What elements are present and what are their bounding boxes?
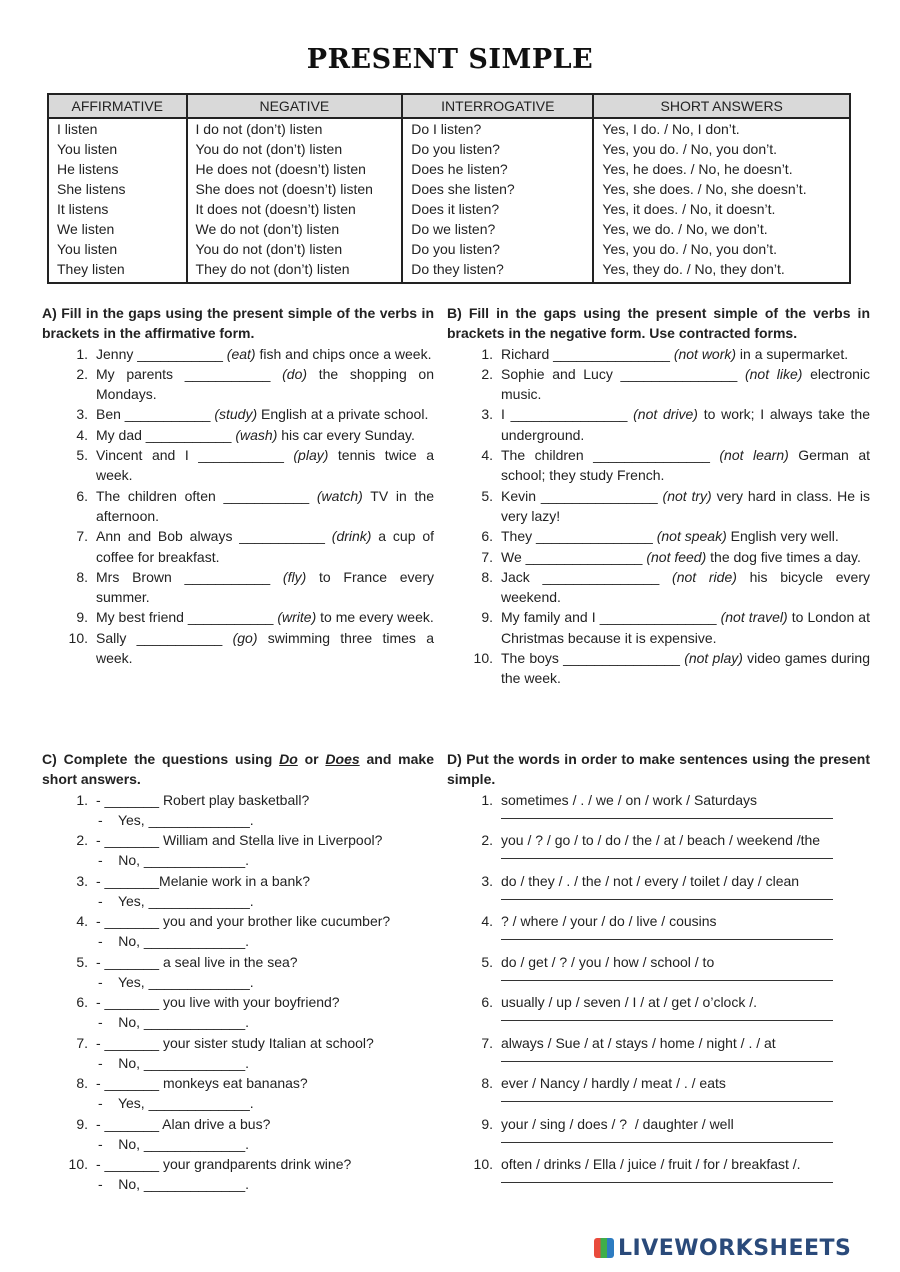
- item-text: tennis twice a week.: [96, 447, 434, 484]
- table-cell: You do not (don’t) listen: [187, 139, 403, 159]
- scrambled-words: always / Sue / at / stays / home / night / . / at: [501, 1034, 776, 1051]
- item-text: The children _______________: [501, 447, 720, 464]
- item-verb: (not play): [684, 650, 743, 667]
- item-text: the shopping on Mondays.: [96, 365, 434, 403]
- table-cell: Yes, he does. / No, he doesn’t.: [593, 159, 850, 179]
- item-text: English at a private school.: [257, 406, 429, 423]
- section-b: [447, 303, 870, 689]
- question-text: - _______ your grandparents drink wine?: [96, 1156, 352, 1173]
- item-verb: (watch): [316, 487, 363, 504]
- table-cell: Yes, you do. / No, you don’t.: [593, 139, 850, 159]
- exercise-item: [42, 486, 434, 527]
- section-c: [42, 749, 434, 1195]
- item-text: Ann and Bob always ___________: [96, 528, 332, 545]
- item-number: 7.: [481, 1034, 493, 1051]
- word-order-item: [447, 992, 870, 1033]
- question-item: [42, 871, 434, 912]
- item-number: 2.: [481, 832, 493, 849]
- section-d-heading: D) Put the words in order to make sentences using the present simple.: [447, 751, 870, 788]
- scrambled-words: do / they / . / the / not / every / toilet / day / clean: [501, 872, 800, 889]
- item-text: a cup of coffee for breakfast.: [96, 528, 435, 565]
- answer-line[interactable]: [501, 1101, 833, 1102]
- item-number: 9.: [76, 1115, 88, 1132]
- exercise-item: [42, 425, 434, 445]
- table-row: [48, 179, 850, 199]
- question-text: - _______ a seal live in the sea?: [96, 953, 298, 970]
- answer-line[interactable]: [501, 899, 833, 900]
- table-row: [48, 219, 850, 239]
- short-answer: - No, _____________.: [98, 1054, 250, 1071]
- item-verb: (not drive): [633, 406, 698, 423]
- short-answer: - Yes, _____________.: [98, 892, 254, 909]
- item-number: 10.: [68, 1156, 88, 1173]
- item-verb: (write): [277, 609, 317, 626]
- exercise-item: [447, 344, 870, 364]
- item-text: Kevin _______________: [501, 487, 663, 504]
- exercise-item: [447, 486, 870, 527]
- scrambled-words: often / drinks / Ella / juice / fruit / for / breakfast /.: [501, 1156, 801, 1173]
- item-number: 3.: [481, 872, 493, 889]
- table-cell: Does she listen?: [402, 179, 593, 199]
- item-text: video games during the week.: [501, 650, 870, 687]
- page-title: PRESENT SIMPLE: [306, 44, 594, 75]
- table-cell: Yes, they do. / No, they don’t.: [593, 259, 850, 283]
- item-verb: (drink): [331, 528, 372, 545]
- exercise-item: [42, 445, 434, 486]
- word-order-item: [447, 1033, 870, 1074]
- question-text: - _______ Robert play basketball?: [96, 791, 310, 808]
- item-number: 3.: [481, 406, 493, 423]
- item-verb: (not feed): [646, 548, 707, 565]
- item-verb: (eat): [226, 345, 256, 362]
- item-text: My parents ___________: [96, 365, 283, 382]
- question-text: - _______ you live with your boyfriend?: [96, 994, 340, 1011]
- question-text: - _______ Alan drive a bus?: [96, 1115, 271, 1132]
- table-header: INTERROGATIVE: [402, 94, 593, 118]
- item-text: very hard in class. He is very lazy!: [501, 487, 871, 524]
- item-text: Sally ___________: [96, 629, 233, 646]
- item-number: 4.: [481, 913, 493, 930]
- scrambled-words: you / ? / go / to / do / the / at / beach / weekend /the: [501, 832, 821, 849]
- item-number: 7.: [76, 528, 88, 545]
- table-row: [48, 159, 850, 179]
- item-text: Vincent and I ___________: [96, 447, 294, 464]
- table-cell: She listens: [48, 179, 187, 199]
- item-verb: (not work): [673, 345, 737, 362]
- table-row: [48, 139, 850, 159]
- item-number: 1.: [481, 345, 493, 362]
- question-item: [42, 1033, 434, 1074]
- scrambled-words: usually / up / seven / I / at / get / o’clock /.: [501, 994, 758, 1011]
- word-order-item: [447, 911, 870, 952]
- answer-line[interactable]: [501, 1142, 833, 1143]
- table-cell: He does not (doesn’t) listen: [187, 159, 403, 179]
- exercise-item: [447, 547, 870, 567]
- table-cell: It does not (doesn’t) listen: [187, 199, 403, 219]
- exercise-item: [447, 445, 870, 486]
- item-number: 6.: [481, 528, 493, 545]
- table-cell: Do you listen?: [402, 239, 593, 259]
- item-number: 7.: [481, 548, 493, 565]
- item-text: They _______________: [501, 528, 657, 545]
- item-text: German at school; they study French.: [501, 447, 871, 484]
- item-number: 5.: [481, 487, 493, 504]
- question-text: - _______Melanie work in a bank?: [96, 872, 311, 889]
- exercise-item: [447, 648, 870, 689]
- table-cell: You do not (don’t) listen: [187, 239, 403, 259]
- item-number: 8.: [76, 1075, 88, 1092]
- scrambled-words: ever / Nancy / hardly / meat / . / eats: [501, 1075, 726, 1092]
- item-text: to France every summer.: [96, 568, 434, 606]
- short-answer: - Yes, _____________.: [98, 973, 254, 990]
- table-header: AFFIRMATIVE: [48, 94, 187, 118]
- exercise-item: [42, 526, 434, 567]
- word-order-item: [447, 830, 870, 871]
- answer-line[interactable]: [501, 1061, 833, 1062]
- item-number: 10.: [473, 650, 493, 667]
- item-text: Jenny ___________: [96, 345, 227, 362]
- table-cell: He listens: [48, 159, 187, 179]
- word-order-item: [447, 1114, 870, 1155]
- item-number: 4.: [76, 913, 88, 930]
- table-row: [48, 259, 850, 283]
- table-cell: You listen: [48, 239, 187, 259]
- short-answer: - No, _____________.: [98, 1014, 250, 1031]
- table-cell: I do not (don’t) listen: [187, 118, 403, 139]
- item-text: to me every week.: [316, 609, 434, 626]
- question-item: [42, 1154, 434, 1195]
- table-cell: Do we listen?: [402, 219, 593, 239]
- item-number: 10.: [68, 629, 88, 646]
- table-cell: We listen: [48, 219, 187, 239]
- exercise-item: [42, 607, 434, 627]
- item-text: his car every Sunday.: [277, 426, 415, 443]
- item-number: 9.: [481, 609, 493, 626]
- section-c-heading: C) Complete the questions using Do or Does and make short answers.: [42, 751, 434, 788]
- item-verb: (not ride): [672, 568, 737, 585]
- table-cell: Yes, you do. / No, you don’t.: [593, 239, 850, 259]
- question-text: - _______ William and Stella live in Liverpool?: [96, 832, 383, 849]
- table-cell: They listen: [48, 259, 187, 283]
- item-number: 2.: [481, 365, 493, 382]
- question-item: [42, 952, 434, 993]
- item-number: 1.: [481, 791, 493, 808]
- item-text: Richard _______________: [501, 345, 674, 362]
- table-cell: Does he listen?: [402, 159, 593, 179]
- item-verb: (not try): [662, 487, 712, 504]
- item-number: 2.: [76, 832, 88, 849]
- table-cell: Does it listen?: [402, 199, 593, 219]
- exercise-item: [42, 364, 434, 405]
- item-number: 7.: [76, 1034, 88, 1051]
- item-text: to London at Christmas because it is expensive.: [501, 609, 870, 646]
- item-verb: (not like): [744, 365, 803, 382]
- answer-line[interactable]: [501, 858, 833, 859]
- item-verb: (not travel): [720, 609, 788, 626]
- item-text: My family and I _______________: [501, 609, 721, 626]
- item-number: 5.: [481, 953, 493, 970]
- item-number: 1.: [76, 791, 88, 808]
- word-order-item: [447, 790, 870, 831]
- table-row: [48, 199, 850, 219]
- short-answer: - Yes, _____________.: [98, 1095, 254, 1112]
- item-verb: (not learn): [719, 447, 789, 464]
- table-cell: Yes, it does. / No, it doesn’t.: [593, 199, 850, 219]
- scrambled-words: do / get / ? / you / how / school / to: [501, 953, 715, 970]
- table-cell: Do I listen?: [402, 118, 593, 139]
- item-number: 4.: [76, 426, 88, 443]
- item-text: his bicycle every weekend.: [501, 568, 870, 606]
- exercise-item: [447, 567, 870, 608]
- question-item: [42, 790, 434, 831]
- item-number: 2.: [76, 365, 88, 382]
- answer-line[interactable]: [501, 818, 833, 819]
- section-a-heading: A) Fill in the gaps using the present simple of the verbs in brackets in the affirmative form.: [42, 305, 434, 342]
- table-cell: We do not (don’t) listen: [187, 219, 403, 239]
- table-cell: I listen: [48, 118, 187, 139]
- item-number: 3.: [76, 872, 88, 889]
- table-cell: Yes, I do. / No, I don’t.: [593, 118, 850, 139]
- table-cell: Do you listen?: [402, 139, 593, 159]
- conjugation-table: [47, 93, 851, 284]
- scrambled-words: your / sing / does / ? / daughter / well: [501, 1115, 734, 1132]
- table-header: SHORT ANSWERS: [593, 94, 850, 118]
- exercise-item: [447, 404, 870, 445]
- exercise-item: [42, 404, 434, 424]
- short-answer: - Yes, _____________.: [98, 811, 254, 828]
- short-answer: - No, _____________.: [98, 1135, 250, 1152]
- item-number: 9.: [481, 1115, 493, 1132]
- short-answer: - No, _____________.: [98, 852, 250, 869]
- liveworksheets-logo: LIVEWORKSHEETS: [594, 1236, 851, 1261]
- item-text: We _______________: [501, 548, 647, 565]
- item-verb: (study): [214, 406, 258, 423]
- question-text: - _______ your sister study Italian at school?: [96, 1034, 374, 1051]
- question-item: [42, 992, 434, 1033]
- item-number: 6.: [76, 487, 88, 504]
- item-number: 9.: [76, 609, 88, 626]
- item-text: The boys _______________: [501, 650, 685, 667]
- exercise-item: [447, 526, 870, 546]
- scrambled-words: sometimes / . / we / on / work / Saturdays: [501, 791, 757, 808]
- item-text: fish and chips once a week.: [255, 345, 432, 362]
- exercise-item: [447, 364, 870, 405]
- word-order-item: [447, 1154, 870, 1195]
- item-text: The children often ___________: [96, 487, 317, 504]
- item-text: to work; I always take the underground.: [501, 406, 871, 443]
- question-text: - _______ you and your brother like cucumber?: [96, 913, 391, 930]
- question-text: - _______ monkeys eat bananas?: [96, 1075, 308, 1092]
- item-verb: (not speak): [656, 528, 727, 545]
- item-number: 1.: [76, 345, 88, 362]
- exercise-item: [42, 567, 434, 608]
- table-cell: Yes, we do. / No, we don’t.: [593, 219, 850, 239]
- table-cell: Do they listen?: [402, 259, 593, 283]
- item-text: Mrs Brown ___________: [96, 568, 283, 585]
- answer-line[interactable]: [501, 1182, 833, 1183]
- item-text: in a supermarket.: [736, 345, 849, 362]
- table-cell: She does not (doesn’t) listen: [187, 179, 403, 199]
- item-verb: (fly): [282, 568, 307, 585]
- item-verb: (wash): [235, 426, 278, 443]
- table-cell: Yes, she does. / No, she doesn’t.: [593, 179, 850, 199]
- section-b-heading: B) Fill in the gaps using the present simple of the verbs in brackets in the negative form. Use contracted forms.: [447, 305, 870, 342]
- item-number: 10.: [473, 1156, 493, 1173]
- answer-line[interactable]: [501, 1020, 833, 1021]
- item-number: 6.: [481, 994, 493, 1011]
- item-text: Jack _______________: [501, 568, 673, 585]
- item-verb: (do): [282, 365, 308, 382]
- item-number: 5.: [76, 953, 88, 970]
- item-text: swimming three times a week.: [96, 629, 434, 667]
- word-order-item: [447, 1073, 870, 1114]
- item-number: 4.: [481, 447, 493, 464]
- exercise-item: [42, 344, 434, 364]
- short-answer: - No, _____________.: [98, 933, 250, 950]
- answer-line[interactable]: [501, 980, 833, 981]
- item-number: 8.: [76, 568, 88, 585]
- item-verb: (play): [293, 447, 329, 464]
- exercise-item: [42, 628, 434, 669]
- item-text: Ben ___________: [96, 406, 215, 423]
- question-item: [42, 1114, 434, 1155]
- item-verb: (go): [232, 629, 258, 646]
- item-number: 8.: [481, 1075, 493, 1092]
- question-item: [42, 1073, 434, 1114]
- logo-icon: [594, 1238, 614, 1258]
- table-cell: You listen: [48, 139, 187, 159]
- item-number: 6.: [76, 994, 88, 1011]
- question-item: [42, 911, 434, 952]
- table-header: NEGATIVE: [187, 94, 403, 118]
- item-number: 5.: [76, 447, 88, 464]
- question-item: [42, 830, 434, 871]
- item-text: English very well.: [726, 528, 839, 545]
- table-row: [48, 118, 850, 139]
- exercise-item: [447, 607, 870, 648]
- item-number: 8.: [481, 568, 493, 585]
- item-text: the dog five times a day.: [706, 548, 861, 565]
- item-text: My best friend ___________: [96, 609, 278, 626]
- table-cell: They do not (don’t) listen: [187, 259, 403, 283]
- item-text: Sophie and Lucy _______________: [501, 365, 745, 382]
- short-answer: - No, _____________.: [98, 1176, 250, 1193]
- item-text: My dad ___________: [96, 426, 236, 443]
- section-a: [42, 303, 434, 668]
- item-text: electronic music.: [501, 365, 871, 403]
- word-order-item: [447, 952, 870, 993]
- section-d: [447, 749, 870, 1195]
- table-row: [48, 239, 850, 259]
- item-text: TV in the afternoon.: [96, 487, 434, 524]
- word-order-item: [447, 871, 870, 912]
- table-cell: It listens: [48, 199, 187, 219]
- answer-line[interactable]: [501, 939, 833, 940]
- item-text: I _______________: [501, 406, 634, 423]
- item-number: 3.: [76, 406, 88, 423]
- scrambled-words: ? / where / your / do / live / cousins: [501, 913, 717, 930]
